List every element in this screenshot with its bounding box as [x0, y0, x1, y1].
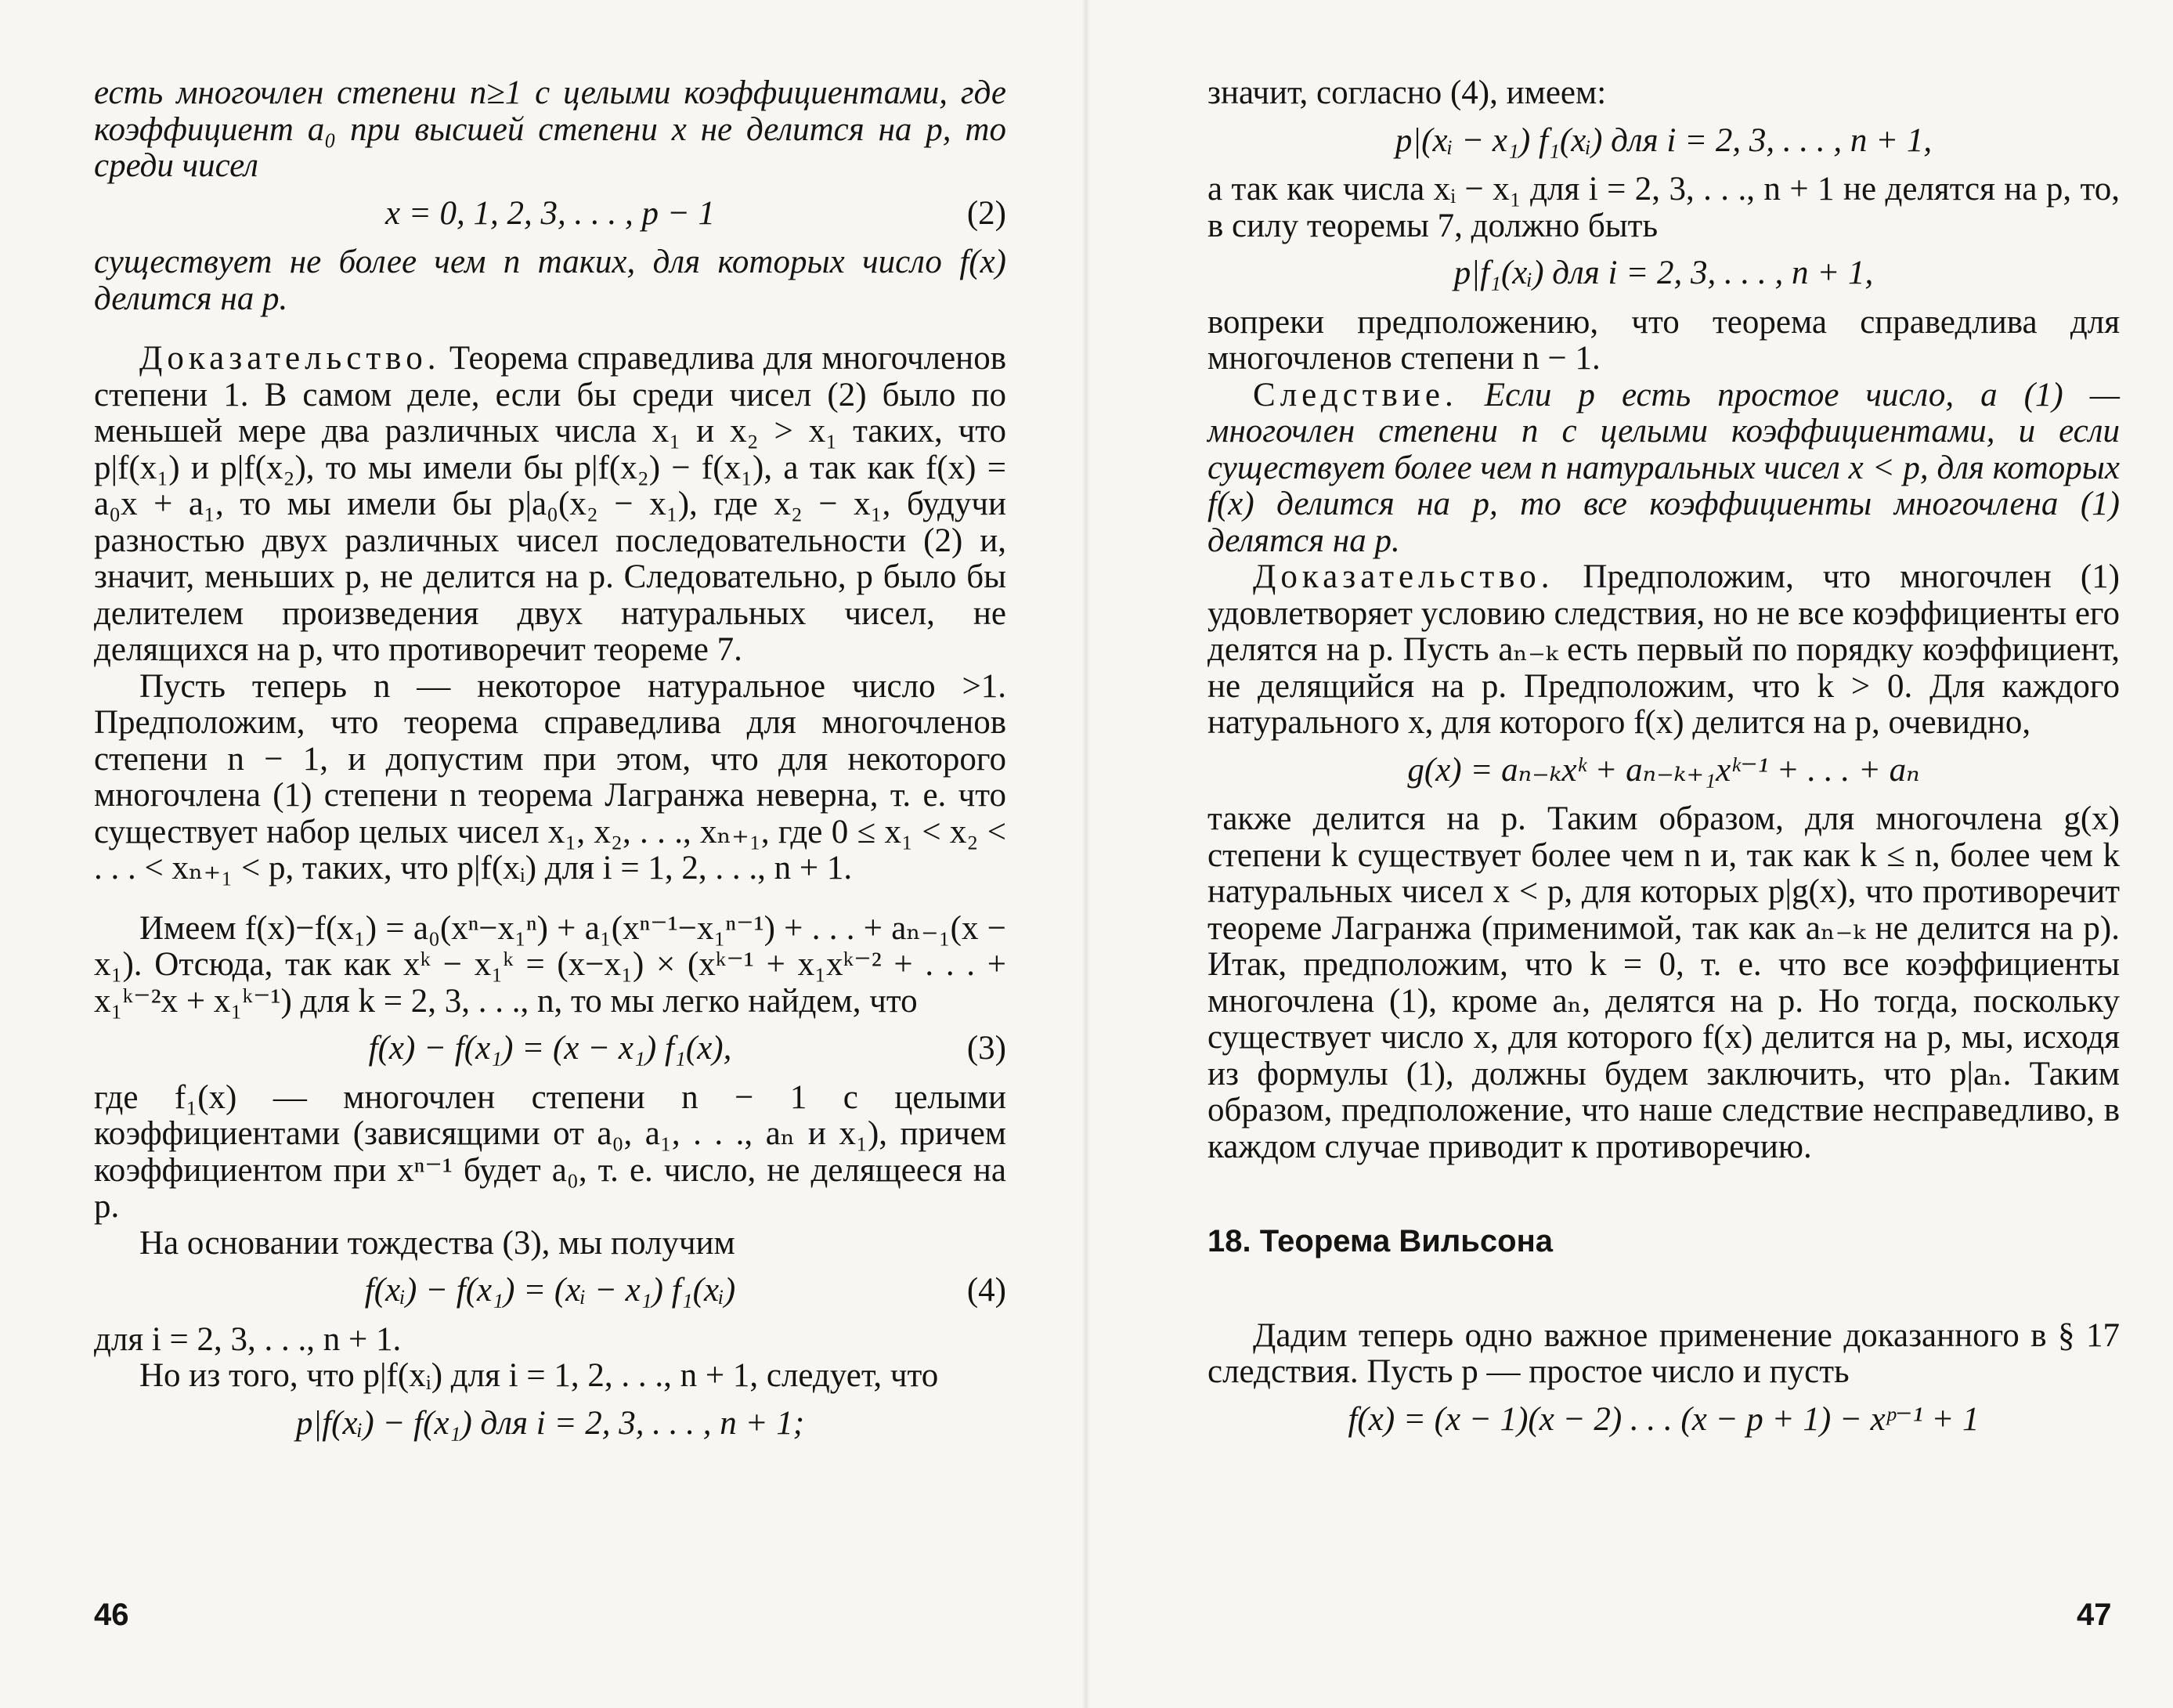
- proof-text: Теорема справедлива для многочленов степени 1. В самом деле, если бы среди чисел (2) было по меньшей мере два различных числа x₁ и x₂ > x₁ таких, что p|f(x₁) и p|f(x₂), то мы имели бы p|f(x₂) − f(x₁), а так как f(x) = a₀x + a₁, то мы имели бы p|a₀(x₂ − x₁), где x₂ − x₁, будучи разностью двух различных чисел последовательности (2) и, значит, меньших p, не делится на p. Следовательно, p было бы делителем произведения двух натуральных чисел, не делящихся на p, что противоречит теореме 7.: [94, 340, 1006, 668]
- equation-3-number: (3): [966, 1030, 1006, 1067]
- equation-f1-divisibility: [1207, 255, 2120, 292]
- proof-heading: Доказательство.: [139, 340, 441, 377]
- contradiction-paragraph: вопреки предположению, что теорема справедлива для многочленов степени n − 1.: [1207, 303, 2120, 377]
- equation-product-divisibility: [1207, 123, 2120, 160]
- equation-wilson-body: f(x) = (x − 1)(x − 2) . . . (x − p + 1) − xᵖ⁻¹ + 1: [1348, 1400, 1980, 1438]
- equation-divisibility: [94, 1406, 1006, 1443]
- equation-f1-divisibility-body: p|f₁(xᵢ) для i = 2, 3, . . . , n + 1,: [1453, 255, 1874, 291]
- means-paragraph: значит, согласно (4), имеем:: [1207, 74, 1607, 111]
- page-number-right: 47: [2077, 1598, 2112, 1632]
- left-column: [94, 75, 1006, 1454]
- corollary-proof-text: Предположим, что многочлен (1) удовлетворяет условию следствия, но не все коэффициенты его делятся на p. Пусть aₙ₋ₖ есть первый по порядку коэффициент, не делящийся на p. Предположим, что k > 0. Для каждого натурального x, для которого f(x) делится на p, очевидно,: [1207, 558, 2120, 741]
- also-paragraph: также делится на p. Таким образом, для многочлена g(x) степени k существует более чем n и, так как k ≤ n, более чем k натуральных чисел x < p, для которых p|g(x), что противоречит теореме Лагранжа (применимой, так как aₙ₋ₖ не делится на p). Итак, предположим, что k = 0, т. е. что все коэффициенты многочлена (1), кроме aₙ, делятся на p. Но тогда, поскольку существует число x, для которого f(x) делится на p, мы, исходя из формулы (1), должны будем заключить, что p|aₙ. Таким образом, предположение, что наше следствие несправедливо, в каждом случае приводит к противоречию.: [1207, 800, 2120, 1165]
- index-range: для i = 2, 3, . . ., n + 1.: [94, 1320, 402, 1358]
- left-page: [0, 0, 1086, 1708]
- equation-2-number: (2): [966, 194, 1006, 232]
- consequence-paragraph: Но из того, что p|f(xᵢ) для i = 1, 2, . . ., n + 1, следует, что: [139, 1357, 939, 1394]
- corollary-paragraph: [1207, 377, 2120, 560]
- equation-2: [94, 196, 1006, 233]
- equation-divisibility-body: p|f(xᵢ) − f(x₁) для i = 2, 3, . . . , n + 1;: [295, 1404, 805, 1442]
- equation-product-divisibility-body: p|(xᵢ − x₁) f₁(xᵢ) для i = 2, 3, . . . , n + 1,: [1395, 121, 1933, 159]
- induction-paragraph: Пусть теперь n — некоторое натуральное число >1. Предположим, что теорема справедлива для многочленов степени n − 1, и допустим при этом, что для некоторого многочлена (1) степени n теорема Лагранжа неверна, т. е. что существует набор целых чисел x₁, x₂, . . ., xₙ₊₁, где 0 ≤ x₁ < x₂ < . . . < xₙ₊₁ < p, таких, что p|f(xᵢ) для i = 1, 2, . . ., n + 1.: [94, 667, 1006, 886]
- corollary-proof-paragraph: [1207, 559, 2120, 742]
- equation-3: [94, 1031, 1006, 1067]
- proof-paragraph: [94, 341, 1006, 669]
- corollary-text: Если p есть простое число, а (1) — многочлен степени n с целыми коэффициентами, и если существует более чем n натуральных чисел x < p, для которых f(x) делится на p, то все коэффициенты многочлена (1) делятся на p.: [1207, 376, 2121, 559]
- equation-g: [1207, 753, 2120, 789]
- equation-wilson: [1207, 1402, 2120, 1439]
- equation-4: [94, 1273, 1006, 1309]
- right-page: [1086, 0, 2173, 1708]
- wilson-intro: Дадим теперь одно важное применение доказанного в § 17 следствия. Пусть p — простое число и пусть: [1207, 1316, 2120, 1390]
- theorem-claim: существует не более чем n таких, для которых число f(x) делится на p.: [94, 244, 1006, 317]
- right-column: [1207, 75, 2120, 1450]
- equation-g-body: g(x) = aₙ₋ₖxᵏ + aₙ₋ₖ₊₁xᵏ⁻¹ + . . . + aₙ: [1407, 751, 1920, 789]
- section-heading: 18. Теорема Вильсона: [1207, 1224, 1553, 1258]
- since-paragraph: а так как числа xᵢ − x₁ для i = 2, 3, . . ., n + 1 не делятся на p, то, в силу теоремы 7, должно быть: [1207, 171, 2120, 244]
- page-number-left: 46: [94, 1598, 129, 1632]
- equation-4-body: f(xᵢ) − f(x₁) = (xᵢ − x₁) f₁(xᵢ): [364, 1272, 736, 1309]
- equation-2-body: x = 0, 1, 2, 3, . . . , p − 1: [384, 194, 716, 232]
- polynomial-description: где f₁(x) — многочлен степени n − 1 с целыми коэффициентами (зависящими от a₀, a₁, . . ., aₙ и x₁), причем коэффициентом при xⁿ⁻¹ будет a₀, т. е. число, не делящееся на p.: [94, 1078, 1006, 1225]
- theorem-statement-continued: есть многочлен степени n≥1 с целыми коэффициентами, где коэффициент a₀ при высшей степени x не делится на p, то среди чисел: [94, 74, 1006, 184]
- equation-3-body: f(x) − f(x₁) = (x − x₁) f₁(x),: [368, 1030, 732, 1067]
- identity-paragraph: Имеем f(x)−f(x₁) = a₀(xⁿ−x₁ⁿ) + a₁(xⁿ⁻¹−x₁ⁿ⁻¹) + . . . + aₙ₋₁(x − x₁). Отсюда, так как xᵏ − x₁ᵏ = (x−x₁) × (xᵏ⁻¹ + x₁xᵏ⁻² + . . . + x₁ᵏ⁻²x + x₁ᵏ⁻¹) для k = 2, 3, . . ., n, то мы легко найдем, что: [94, 909, 1006, 1020]
- identity-basis: На основании тождества (3), мы получим: [139, 1224, 735, 1262]
- equation-4-number: (4): [966, 1272, 1006, 1309]
- corollary-proof-heading: Доказательство.: [1253, 558, 1554, 595]
- corollary-heading: Следствие.: [1253, 376, 1458, 413]
